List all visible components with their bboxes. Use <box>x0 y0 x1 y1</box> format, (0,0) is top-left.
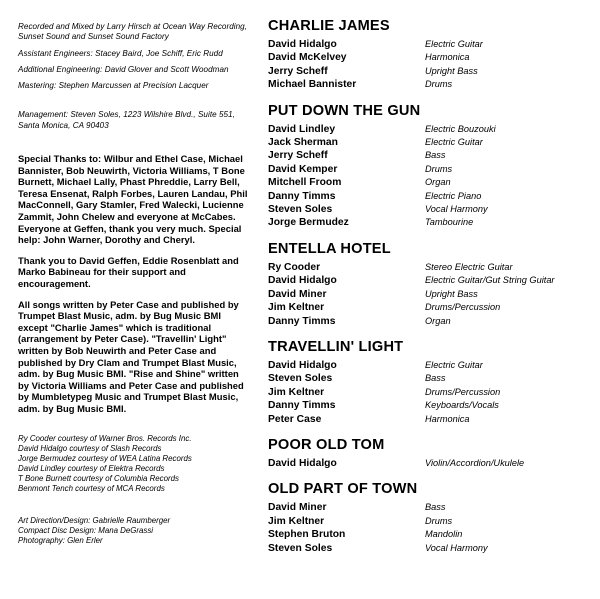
instrument-name: Drums/Percussion <box>425 302 501 313</box>
performer-name: David Hidalgo <box>268 359 337 371</box>
credit-row <box>268 386 586 399</box>
instrument-name: Drums/Percussion <box>425 386 501 397</box>
publishing-paragraph: All songs written by Peter Case and published by Trumpet Blast Music, adm. by Bug Music BMI except "Charlie James" which is traditional (arrangement by Peter Case). "Travellin' Light" written by Bob Neuwirth and Peter Case and published by Dry Clam and Trumpet Blast Music, adm. by Bug Music BMI. "Rise and Shine" written by Victoria Williams and Peter Case and published by Mumbletypeg Music and Trumpet Blast Music, adm. by Bug Music BMI. <box>18 298 244 414</box>
performer-name: David Miner <box>268 502 327 514</box>
instrument-name: Keyboards/Vocals <box>425 400 499 411</box>
credit-row <box>268 372 586 385</box>
performer-name: Jack Sherman <box>268 137 338 149</box>
courtesy-line: T Bone Burnett courtesy of Columbia Records <box>18 473 179 483</box>
instrument-name: Drums <box>425 515 453 526</box>
management-line: Management: Steven Soles, 1223 Wilshire Blvd., Suite 551, Santa Monica, CA 90403 <box>18 110 235 130</box>
instrument-name: Electric Guitar <box>425 359 483 370</box>
design-credits-block <box>18 516 250 546</box>
performer-name: Steven Soles <box>268 204 333 216</box>
credit-row <box>268 413 586 426</box>
courtesy-line: Ry Cooder courtesy of Warner Bros. Records Inc. <box>18 433 192 443</box>
management-block <box>18 110 250 131</box>
instrument-name: Stereo Electric Guitar <box>425 261 513 272</box>
performer-name: Jerry Scheff <box>268 65 328 77</box>
production-credits-block <box>18 22 250 91</box>
song-block <box>268 481 586 555</box>
courtesy-line: Jorge Bermudez courtesy of WEA Latina Records <box>18 453 192 463</box>
right-column-song-credits <box>268 16 586 589</box>
song-title: OLD PART OF TOWN <box>268 481 418 498</box>
song-block <box>268 339 586 426</box>
production-credit-line: Assistant Engineers: Stacey Baird, Joe Schiff, Eric Rudd <box>18 48 223 58</box>
song-title: TRAVELLIN' LIGHT <box>268 338 404 355</box>
credit-row <box>268 542 586 555</box>
credit-row <box>268 301 586 314</box>
credit-row <box>268 216 586 229</box>
instrument-name: Organ <box>425 315 451 326</box>
courtesy-credits-block <box>18 434 250 495</box>
performer-name: Jim Keltner <box>268 515 325 527</box>
credit-row <box>268 163 586 176</box>
geffen-thanks-paragraph: Thank you to David Geffen, Eddie Rosenblatt and Marko Babineau for their support and encouragement. <box>18 254 239 290</box>
performer-name: David Kemper <box>268 163 338 175</box>
song-title: CHARLIE JAMES <box>268 18 390 34</box>
instrument-name: Electric Guitar <box>425 39 483 49</box>
credit-row <box>268 78 586 91</box>
performer-name: David Miner <box>268 288 327 300</box>
courtesy-line: David Hidalgo courtesy of Slash Records <box>18 443 162 453</box>
instrument-name: Vocal Harmony <box>425 204 488 215</box>
special-thanks-paragraph: Special Thanks to: Wilbur and Ethel Case, Michael Bannister, Bob Neuwirth, Victoria Williams, T Bone Burnett, Michael Lally, Phast Phreddie, Larry Bell, Teresa Ensenat, Ralph Forbes, Lauren Landau, Phil MacConnell, Gary Stamler, Fred Walecki, Lucienne Zammit, John Chelew and everyone at McCabes. Everyone at Geffen, thank you very much. Special help: John Warner, Dorothy and Cheryl. <box>18 153 248 246</box>
production-credit-line: Mastering: Stephen Marcussen at Precision Lacquer <box>18 81 209 91</box>
credit-row <box>268 149 586 162</box>
song-block <box>268 241 586 328</box>
design-line: Art Direction/Design: Gabrielle Raumberger <box>18 516 171 526</box>
instrument-name: Drums <box>425 163 453 174</box>
credit-row <box>268 136 586 149</box>
performer-name: Michael Bannister <box>268 79 357 91</box>
performer-name: David Hidalgo <box>268 39 337 50</box>
instrument-name: Electric Bouzouki <box>425 123 496 134</box>
courtesy-line: Benmont Tench courtesy of MCA Records <box>18 484 165 494</box>
credit-row <box>268 261 586 274</box>
credit-row <box>268 203 586 216</box>
left-column <box>18 16 250 589</box>
performer-name: David McKelvey <box>268 52 347 64</box>
thanks-block <box>18 153 250 414</box>
credit-row <box>268 515 586 528</box>
credit-row <box>268 38 586 51</box>
song-title: POOR OLD TOM <box>268 436 385 453</box>
performer-name: Ry Cooder <box>268 261 321 273</box>
instrument-name: Electric Piano <box>425 190 482 201</box>
song-block <box>268 103 586 230</box>
performer-name: Mitchell Froom <box>268 177 342 189</box>
production-credit-line: Recorded and Mixed by Larry Hirsch at Ocean Way Recording, Sunset Sound and Sunset Sound Factory <box>18 22 248 42</box>
instrument-name: Upright Bass <box>425 65 478 76</box>
instrument-name: Upright Bass <box>425 288 478 299</box>
instrument-name: Mandolin <box>425 529 463 540</box>
credit-row <box>268 457 586 470</box>
instrument-name: Violin/Accordion/Ukulele <box>425 457 525 468</box>
instrument-name: Bass <box>425 502 446 513</box>
instrument-name: Harmonica <box>425 413 470 424</box>
instrument-name: Electric Guitar <box>425 137 483 148</box>
performer-name: Jim Keltner <box>268 302 325 314</box>
credit-row <box>268 399 586 412</box>
instrument-name: Drums <box>425 79 453 90</box>
instrument-name: Bass <box>425 150 446 161</box>
design-line: Photography: Glen Erler <box>18 536 103 546</box>
performer-name: Jerry Scheff <box>268 150 328 162</box>
song-title: ENTELLA HOTEL <box>268 240 391 257</box>
performer-name: Steven Soles <box>268 542 333 554</box>
instrument-name: Organ <box>425 177 451 188</box>
credit-row <box>268 190 586 203</box>
spacer <box>18 507 250 516</box>
credit-row <box>268 51 586 64</box>
credit-row <box>268 359 586 372</box>
production-credit-line: Additional Engineering: David Glover and Scott Woodman <box>18 64 229 74</box>
performer-name: Danny Timms <box>268 190 336 202</box>
credit-row <box>268 274 586 287</box>
credit-row <box>268 501 586 514</box>
performer-name: Steven Soles <box>268 373 333 385</box>
song-block <box>268 18 586 92</box>
credit-row <box>268 176 586 189</box>
performer-name: David Hidalgo <box>268 275 337 287</box>
performer-name: Danny Timms <box>268 315 336 327</box>
performer-name: Peter Case <box>268 413 322 425</box>
spacer <box>18 144 250 153</box>
instrument-name: Tambourine <box>425 217 474 228</box>
song-title: PUT DOWN THE GUN <box>268 102 421 119</box>
courtesy-line: David Lindley courtesy of Elektra Records <box>18 463 165 473</box>
instrument-name: Electric Guitar/Gut String Guitar <box>425 275 555 286</box>
credit-row <box>268 288 586 301</box>
instrument-name: Vocal Harmony <box>425 542 488 553</box>
performer-name: Danny Timms <box>268 400 336 412</box>
performer-name: Jim Keltner <box>268 386 325 398</box>
performer-name: Stephen Bruton <box>268 529 346 541</box>
performer-name: David Lindley <box>268 123 336 135</box>
design-line: Compact Disc Design: Mana DeGrassi <box>18 526 154 536</box>
credit-row <box>268 123 586 136</box>
song-block <box>268 437 586 470</box>
instrument-name: Bass <box>425 373 446 384</box>
performer-name: Jorge Bermudez <box>268 217 349 229</box>
credit-row <box>268 315 586 328</box>
credit-row <box>268 528 586 541</box>
credit-row <box>268 65 586 78</box>
performer-name: David Hidalgo <box>268 457 337 469</box>
instrument-name: Harmonica <box>425 52 470 63</box>
